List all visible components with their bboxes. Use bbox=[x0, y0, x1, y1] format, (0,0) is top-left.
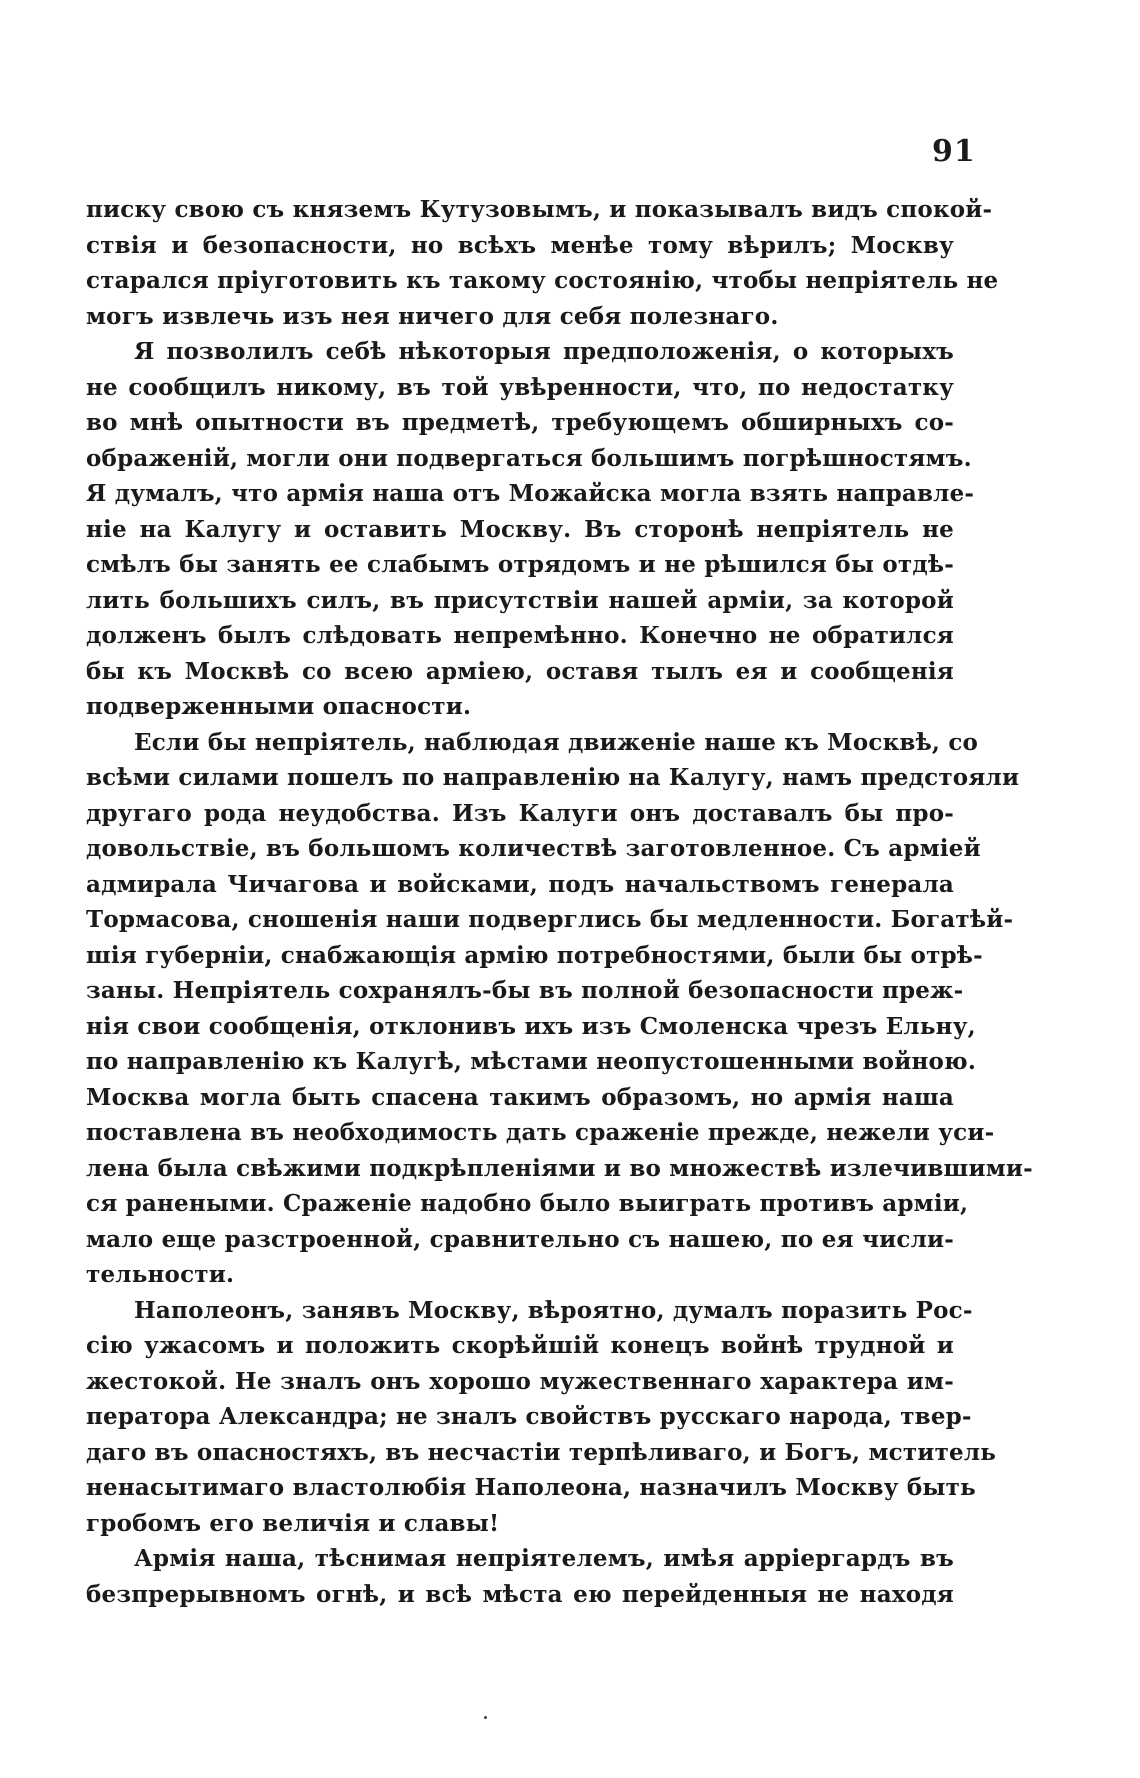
body-text bbox=[86, 192, 1033, 1612]
text-line: Если бы непріятель, наблюдая движеніе наше къ Москвѣ, со bbox=[134, 728, 979, 756]
paragraph bbox=[86, 1541, 954, 1612]
text-line: всѣми силами пошелъ по направленію на Калугу, намъ предстояли bbox=[86, 764, 1020, 791]
text-line: долженъ былъ слѣдовать непремѣнно. Конечно не обратился bbox=[86, 622, 954, 649]
text-line: даго въ опасностяхъ, въ несчастіи терпѣливаго, и Богъ, мститель bbox=[86, 1438, 997, 1466]
text-line: мало еще разстроенной, сравнительно съ нашею, по ея числи- bbox=[86, 1225, 954, 1253]
text-line: безпрерывномъ огнѣ, и всѣ мѣста ею перейденныя не находя bbox=[86, 1580, 954, 1608]
paragraph bbox=[86, 1293, 997, 1542]
page-number: 91 bbox=[932, 134, 976, 169]
text-line: старался пріуготовить къ такому состоянію, чтобы непріятель не bbox=[86, 267, 999, 294]
text-line: довольствіе, въ большомъ количествѣ заготовленное. Съ арміей bbox=[86, 835, 981, 862]
text-line: шія губерніи, снабжающія армію потребностями, были бы отрѣ- bbox=[86, 941, 983, 969]
text-line: не сообщилъ никому, въ той увѣренности, что, по недостатку bbox=[86, 373, 954, 401]
text-line: ненасытимаго властолюбія Наполеона, назначилъ Москву быть bbox=[86, 1474, 976, 1501]
text-line: поставлена въ необходимость дать сраженіе прежде, нежели уси- bbox=[86, 1119, 995, 1146]
paragraph bbox=[86, 334, 975, 725]
text-line: Армія наша, тѣснимая непріятелемъ, имѣя арріергардъ въ bbox=[134, 1545, 954, 1572]
text-line: Наполеонъ, занявъ Москву, вѣроятно, думалъ поразить Рос- bbox=[134, 1296, 973, 1324]
text-line: Москва могла быть спасена такимъ образомъ, но армія наша bbox=[86, 1083, 954, 1111]
text-line: лить большихъ силъ, въ присутствіи нашей арміи, за которой bbox=[86, 586, 954, 614]
text-line: сію ужасомъ и положить скорѣйшій конецъ войнѣ трудной и bbox=[86, 1332, 954, 1359]
text-line: гробомъ его величія и славы! bbox=[86, 1509, 500, 1537]
text-line: смѣлъ бы занять ее слабымъ отрядомъ и не рѣшился бы отдѣ- bbox=[86, 551, 954, 578]
text-line: ніе на Калугу и оставить Москву. Въ сторонѣ непріятель не bbox=[86, 515, 954, 543]
text-line: могъ извлечь изъ нея ничего для себя полезнаго. bbox=[86, 302, 779, 330]
text-line: Я думалъ, что армія наша отъ Можайска могла взять направле- bbox=[86, 480, 975, 507]
paragraph bbox=[86, 725, 1033, 1293]
text-line: во мнѣ опытности въ предметѣ, требующемъ обширныхъ со- bbox=[86, 409, 954, 436]
text-line: подверженными опасности. bbox=[86, 693, 472, 720]
text-line: ся ранеными. Сраженіе надобно было выиграть противъ арміи, bbox=[86, 1190, 969, 1217]
text-line: нія свои сообщенія, отклонивъ ихъ изъ Смоленска чрезъ Ельну, bbox=[86, 1012, 976, 1040]
text-line: писку свою съ княземъ Кутузовымъ, и показывалъ видъ спокой- bbox=[86, 196, 993, 223]
text-line: ображеній, могли они подвергаться большимъ погрѣшностямъ. bbox=[86, 444, 972, 472]
text-line: тельности. bbox=[86, 1261, 235, 1288]
text-line: ствія и безопасности, но всѣхъ менѣе тому вѣрилъ; Москву bbox=[86, 231, 954, 259]
text-line: заны. Непріятель сохранялъ-бы въ полной безопасности преж- bbox=[86, 977, 964, 1004]
paragraph bbox=[86, 192, 999, 334]
text-line: Тормасова, сношенія наши подверглись бы медленности. Богатѣй- bbox=[86, 906, 1014, 933]
text-line: адмирала Чичагова и войсками, подъ начальствомъ генерала bbox=[86, 870, 954, 898]
print-speck bbox=[484, 1716, 487, 1719]
text-line: бы къ Москвѣ со всею арміею, оставя тылъ ея и сообщенія bbox=[86, 657, 954, 685]
text-line: другаго рода неудобства. Изъ Калуги онъ доставалъ бы про- bbox=[86, 799, 954, 827]
text-line: ператора Александра; не зналъ свойствъ русскаго народа, твер- bbox=[86, 1403, 972, 1430]
text-line: по направленію къ Калугѣ, мѣстами неопустошенными войною. bbox=[86, 1048, 977, 1075]
text-line: Я позволилъ себѣ нѣкоторыя предположенія, о которыхъ bbox=[134, 338, 954, 365]
text-line: лена была свѣжими подкрѣпленіями и во множествѣ излечившими- bbox=[86, 1154, 1033, 1182]
text-line: жестокой. Не зналъ онъ хорошо мужественнаго характера им- bbox=[86, 1367, 954, 1395]
